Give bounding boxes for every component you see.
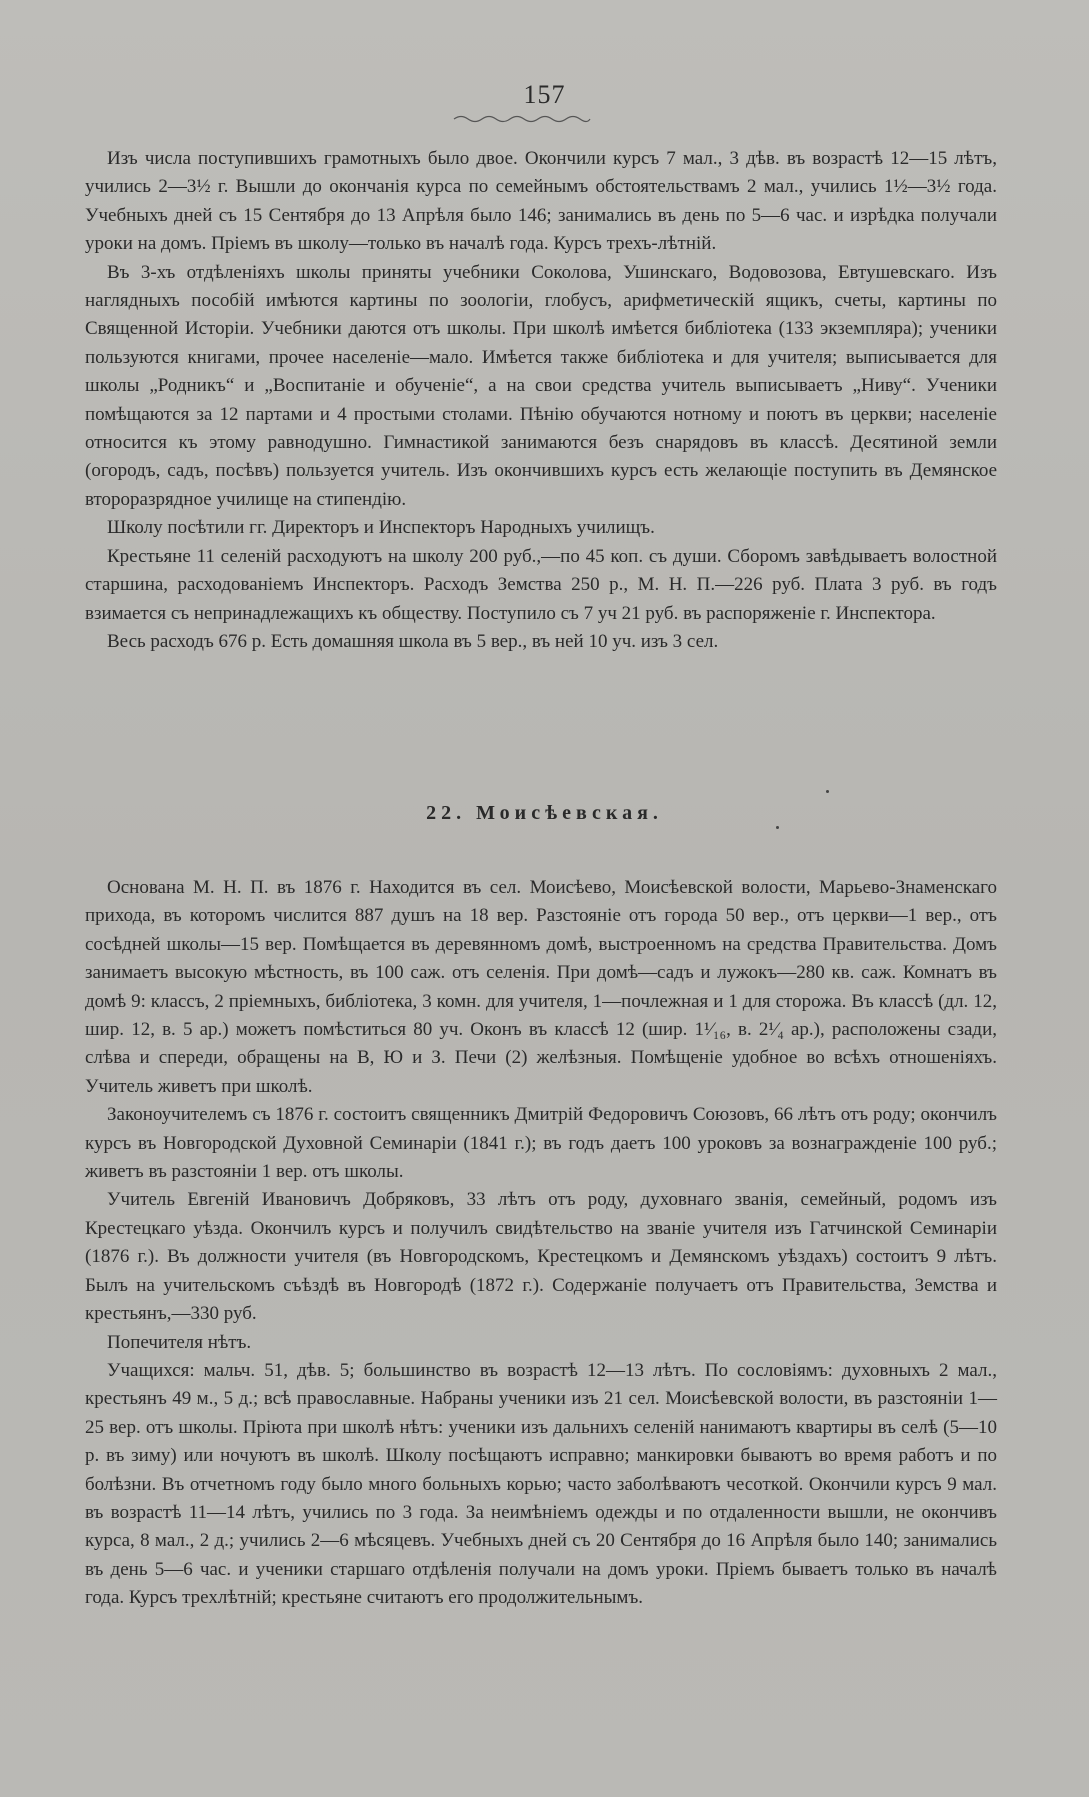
ornament-divider bbox=[452, 114, 592, 124]
paragraph: Учитель Евгеній Ивановичъ Добряковъ, 33 лѣтъ отъ роду, духовнаго званія, семейный, родомъ изъ Крестецкаго уѣзда. Окончилъ курсъ и получилъ свидѣтельство на званіе учителя изъ Гатчинской Семинаріи (1876 г.). Въ должности учителя (въ Новгородскомъ, Крестецкомъ и Демянскомъ уѣздахъ) состоитъ 9 лѣтъ. Былъ на учительскомъ съѣздѣ въ Новгородѣ (1872 г.). Содержаніе получаетъ отъ Правительства, Земства и крестьянъ,—330 руб. bbox=[85, 1189, 997, 1325]
paragraph: Весь расходъ 676 р. Есть домашняя школа въ 5 вер., въ ней 10 уч. изъ 3 сел. bbox=[107, 630, 719, 652]
ink-speck bbox=[826, 790, 829, 793]
text-block-moiseevskaya bbox=[85, 874, 997, 1613]
text-block-school-21 bbox=[85, 145, 997, 656]
ink-speck bbox=[776, 826, 779, 829]
page-number: 157 bbox=[523, 80, 566, 109]
paragraph: Законоучителемъ съ 1876 г. состоитъ священникъ Дмитрій Федоровичъ Союзовъ, 66 лѣтъ отъ роду; окончилъ курсъ въ Новгородской Духовной Семинаріи (1841 г.); въ годъ даетъ 100 уроковъ за вознагражденіе 100 руб.; живетъ въ разстояніи 1 вер. отъ школы. bbox=[85, 1104, 997, 1183]
paragraph: Школу посѣтили гг. Директоръ и Инспекторъ Народныхъ училищъ. bbox=[107, 517, 655, 539]
paragraph: Основана М. Н. П. въ 1876 г. Находится въ сел. Моисѣево, Моисѣевской волости, Марьево-Знаменскаго прихода, въ которомъ числится 887 душъ на 18 вер. Разстояніе отъ города 50 вер., отъ церкви—1 вер., отъ сосѣдней школы—15 вер. Помѣщается въ деревянномъ домѣ, выстроенномъ на средства Правительства. Домъ занимаетъ высокую мѣстность, въ 100 саж. отъ селенія. При домѣ—садъ и лужокъ—280 кв. саж. Комнатъ въ домѣ 9: классъ, 2 пріемныхъ, библіотека, 3 комн. для учителя, 1—почлежная и 1 для сторожа. Въ классѣ (дл. 12, шир. 12, в. 5 ар.) можетъ помѣститься 80 уч. Оконъ въ классѣ 12 (шир. 1¹⁄₁₆, в. 2¹⁄₄ ар.), расположены сзади, слѣва и спереди, обращены на В, Ю и З. Печи (2) желѣзныя. Помѣщеніе удобное во всѣхъ отношеніяхъ. Учитель живетъ при школѣ. bbox=[85, 877, 997, 1097]
paragraph: Попечителя нѣтъ. bbox=[107, 1331, 252, 1353]
paragraph: Учащихся: мальч. 51, дѣв. 5; большинство въ возрастѣ 12—13 лѣтъ. По сословіямъ: духовныхъ 2 мал., крестьянъ 49 м., 5 д.; всѣ православные. Набраны ученики изъ 21 сел. Моисѣевской волости, въ разстояніи 1—25 вер. отъ школы. Пріюта при школѣ нѣтъ: ученики изъ дальнихъ селеній нанимаютъ квартиры въ селѣ (5—10 р. въ зиму) или ночуютъ въ школѣ. Школу посѣщаютъ исправно; манкировки бываютъ во время работъ и по болѣзни. Въ отчетномъ году было много больныхъ корью; часто заболѣваютъ чесоткой. Окончили курсъ 9 мал. въ возрастѣ 11—14 лѣтъ, учились по 3 года. За неимѣніемъ одежды и по отдаленности вышли, не окончивъ курса, 8 мал., 2 д.; учились 2—6 мѣсяцевъ. Учебныхъ дней съ 20 Сентября до 16 Апрѣля было 140; занимались въ день 5—6 час. и ученики старшаго отдѣленія получали на домъ уроки. Пріемъ бываетъ только въ началѣ года. Курсъ трехлѣтній; крестьяне считаютъ его продолжительнымъ. bbox=[85, 1359, 997, 1609]
section-heading: 22. Моисѣевская. bbox=[426, 802, 663, 824]
paragraph: Въ 3-хъ отдѣленіяхъ школы приняты учебники Соколова, Ушинскаго, Водовозова, Евтушевскаго. Изъ наглядныхъ пособій имѣются картины по зоологіи, глобусъ, арифметическій ящикъ, счеты, картины по Священной Исторіи. Учебники даются отъ школы. При школѣ имѣется библіотека (133 экземпляра); ученики пользуются книгами, прочее населеніе—мало. Имѣется также библіотека и для учителя; выписывается для школы „Родникъ“ и „Воспитаніе и обученіе“, а на свои средства учитель выписываетъ „Ниву“. Ученики помѣщаются за 12 партами и 4 простыми столами. Пѣнію обучаются нотному и поютъ въ церкви; населеніе относится къ этому равнодушно. Гимнастикой занимаются безъ снарядовъ въ классѣ. Десятиной земли (огородъ, садъ, посѣвъ) пользуется учитель. Изъ окончившихъ курсъ есть желающіе поступить въ Демянское второразрядное училище на стипендію. bbox=[85, 261, 997, 510]
paragraph: Изъ числа поступившихъ грамотныхъ было двое. Окончили курсъ 7 мал., 3 дѣв. въ возрастѣ 12—15 лѣтъ, учились 2—3½ г. Вышли до окончанія курса по семейнымъ обстоятельствамъ 2 мал., учились 1½—3½ года. Учебныхъ дней съ 15 Сентября до 13 Апрѣля было 146; занимались въ день по 5—6 час. и изрѣдка получали уроки на домъ. Пріемъ въ школу—только въ началѣ года. Курсъ трехъ-лѣтній. bbox=[85, 148, 997, 255]
paragraph: Крестьяне 11 селеній расходуютъ на школу 200 руб.,—по 45 коп. съ души. Сборомъ завѣдываетъ волостной старшина, расходованіемъ Инспекторъ. Расходъ Земства 250 р., М. Н. П.—226 руб. Плата 3 руб. въ годъ взимается съ непринадлежащихъ къ обществу. Поступило съ 7 уч 21 руб. въ распоряженіе г. Инспектора. bbox=[85, 545, 997, 624]
